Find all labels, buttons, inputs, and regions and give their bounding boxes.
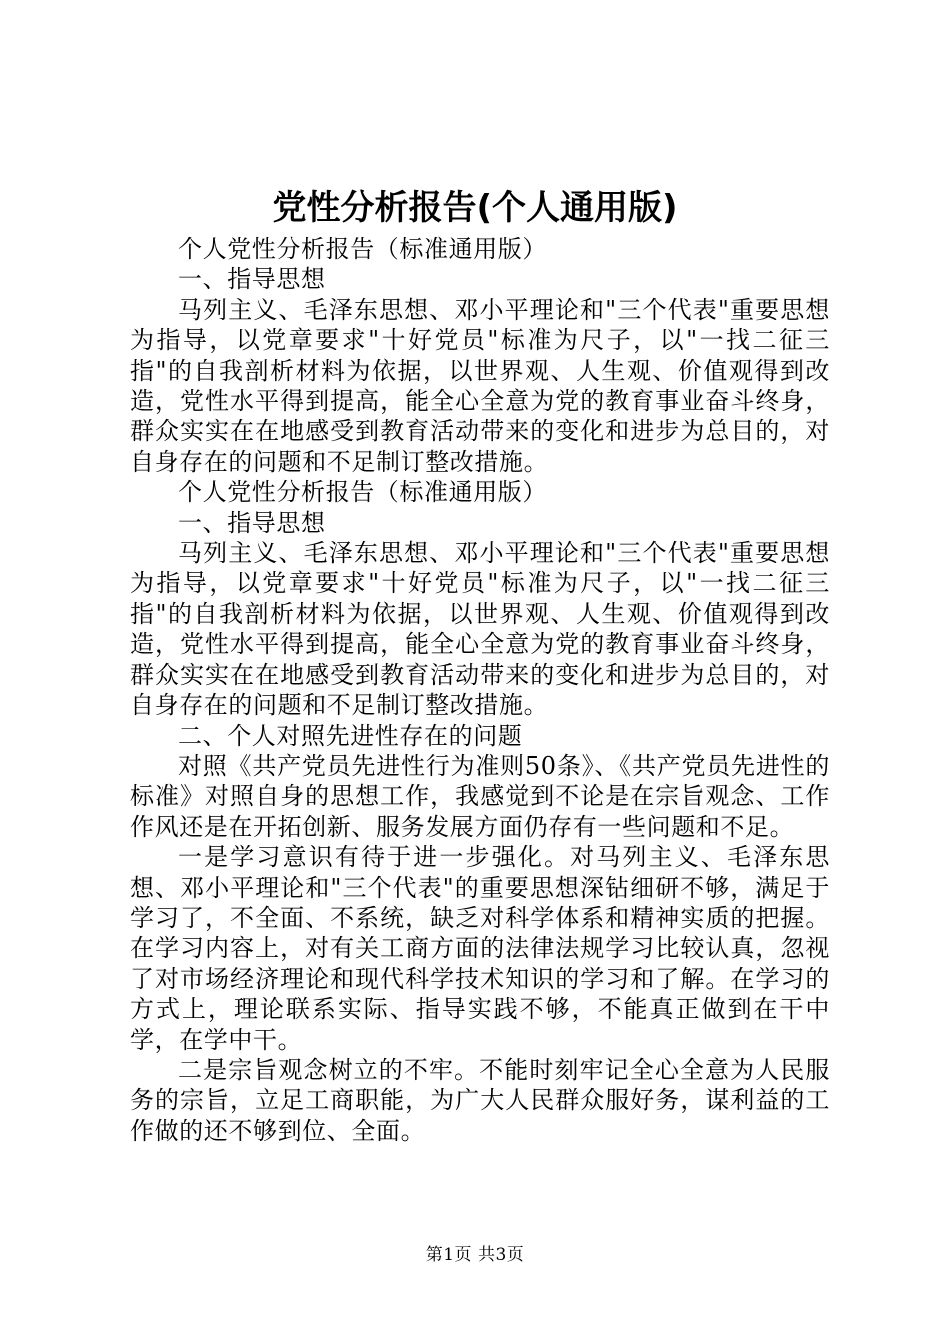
paragraph: 个人党性分析报告（标准通用版） xyxy=(178,235,547,263)
paragraph: 个人党性分析报告（标准通用版） xyxy=(178,478,547,507)
paragraph: 马列主义、毛泽东思想、邓小平理论和"三个代表"重要思想为指导，以党章要求"十好党员"标准为尺子，以"一找二征三指"的自我剖析材料为依据，以世界观、人生观、价值观得到改造，党性水平得到提高，能全心全意为党的教育事业奋斗终身，群众实实在在地感受到教育活动带来的变化和进步为总目的，对自身存在的问题和不足制订整改措施。 xyxy=(130,295,830,476)
paragraph: 一、指导思想 xyxy=(178,265,326,294)
page-footer: 第1页 共3页 xyxy=(425,1245,525,1265)
paragraph: 马列主义、毛泽东思想、邓小平理论和"三个代表"重要思想为指导，以党章要求"十好党员"标准为尺子，以"一找二征三指"的自我剖析材料为依据，以世界观、人生观、价值观得到改造，党性水平得到提高，能全心全意为党的教育事业奋斗终身，群众实实在在地感受到教育活动带来的变化和进步为总目的，对自身存在的问题和不足制订整改措施。 xyxy=(130,539,830,720)
document-title: 党性分析报告(个人通用版) xyxy=(272,188,678,228)
document-body xyxy=(130,234,830,1146)
paragraph: 对照《共产党员先进性行为准则50条》、《共产党员先进性的标准》对照自身的思想工作，我感觉到不论是在宗旨观念、工作作风还是在开拓创新、服务发展方面仍存有一些问题和不足。 xyxy=(130,751,830,841)
paragraph: 二、个人对照先进性存在的问题 xyxy=(178,721,523,750)
paragraph: 一是学习意识有待于进一步强化。对马列主义、毛泽东思想、邓小平理论和"三个代表"的重要思想深钻细研不够，满足于学习了，不全面、不系统，缺乏对科学体系和精神实质的把握。在学习内容上，对有关工商方面的法律法规学习比较认真，忽视了对市场经济理论和现代科学技术知识的学习和了解。在学习的方式上，理论联系实际、指导实践不够，不能真正做到在干中学，在学中干。 xyxy=(130,843,830,1054)
paragraph: 二是宗旨观念树立的不牢。不能时刻牢记全心全意为人民服务的宗旨，立足工商职能，为广大人民群众服好务，谋利益的工作做的还不够到位、全面。 xyxy=(130,1055,830,1145)
paragraph: 一、指导思想 xyxy=(178,508,326,537)
